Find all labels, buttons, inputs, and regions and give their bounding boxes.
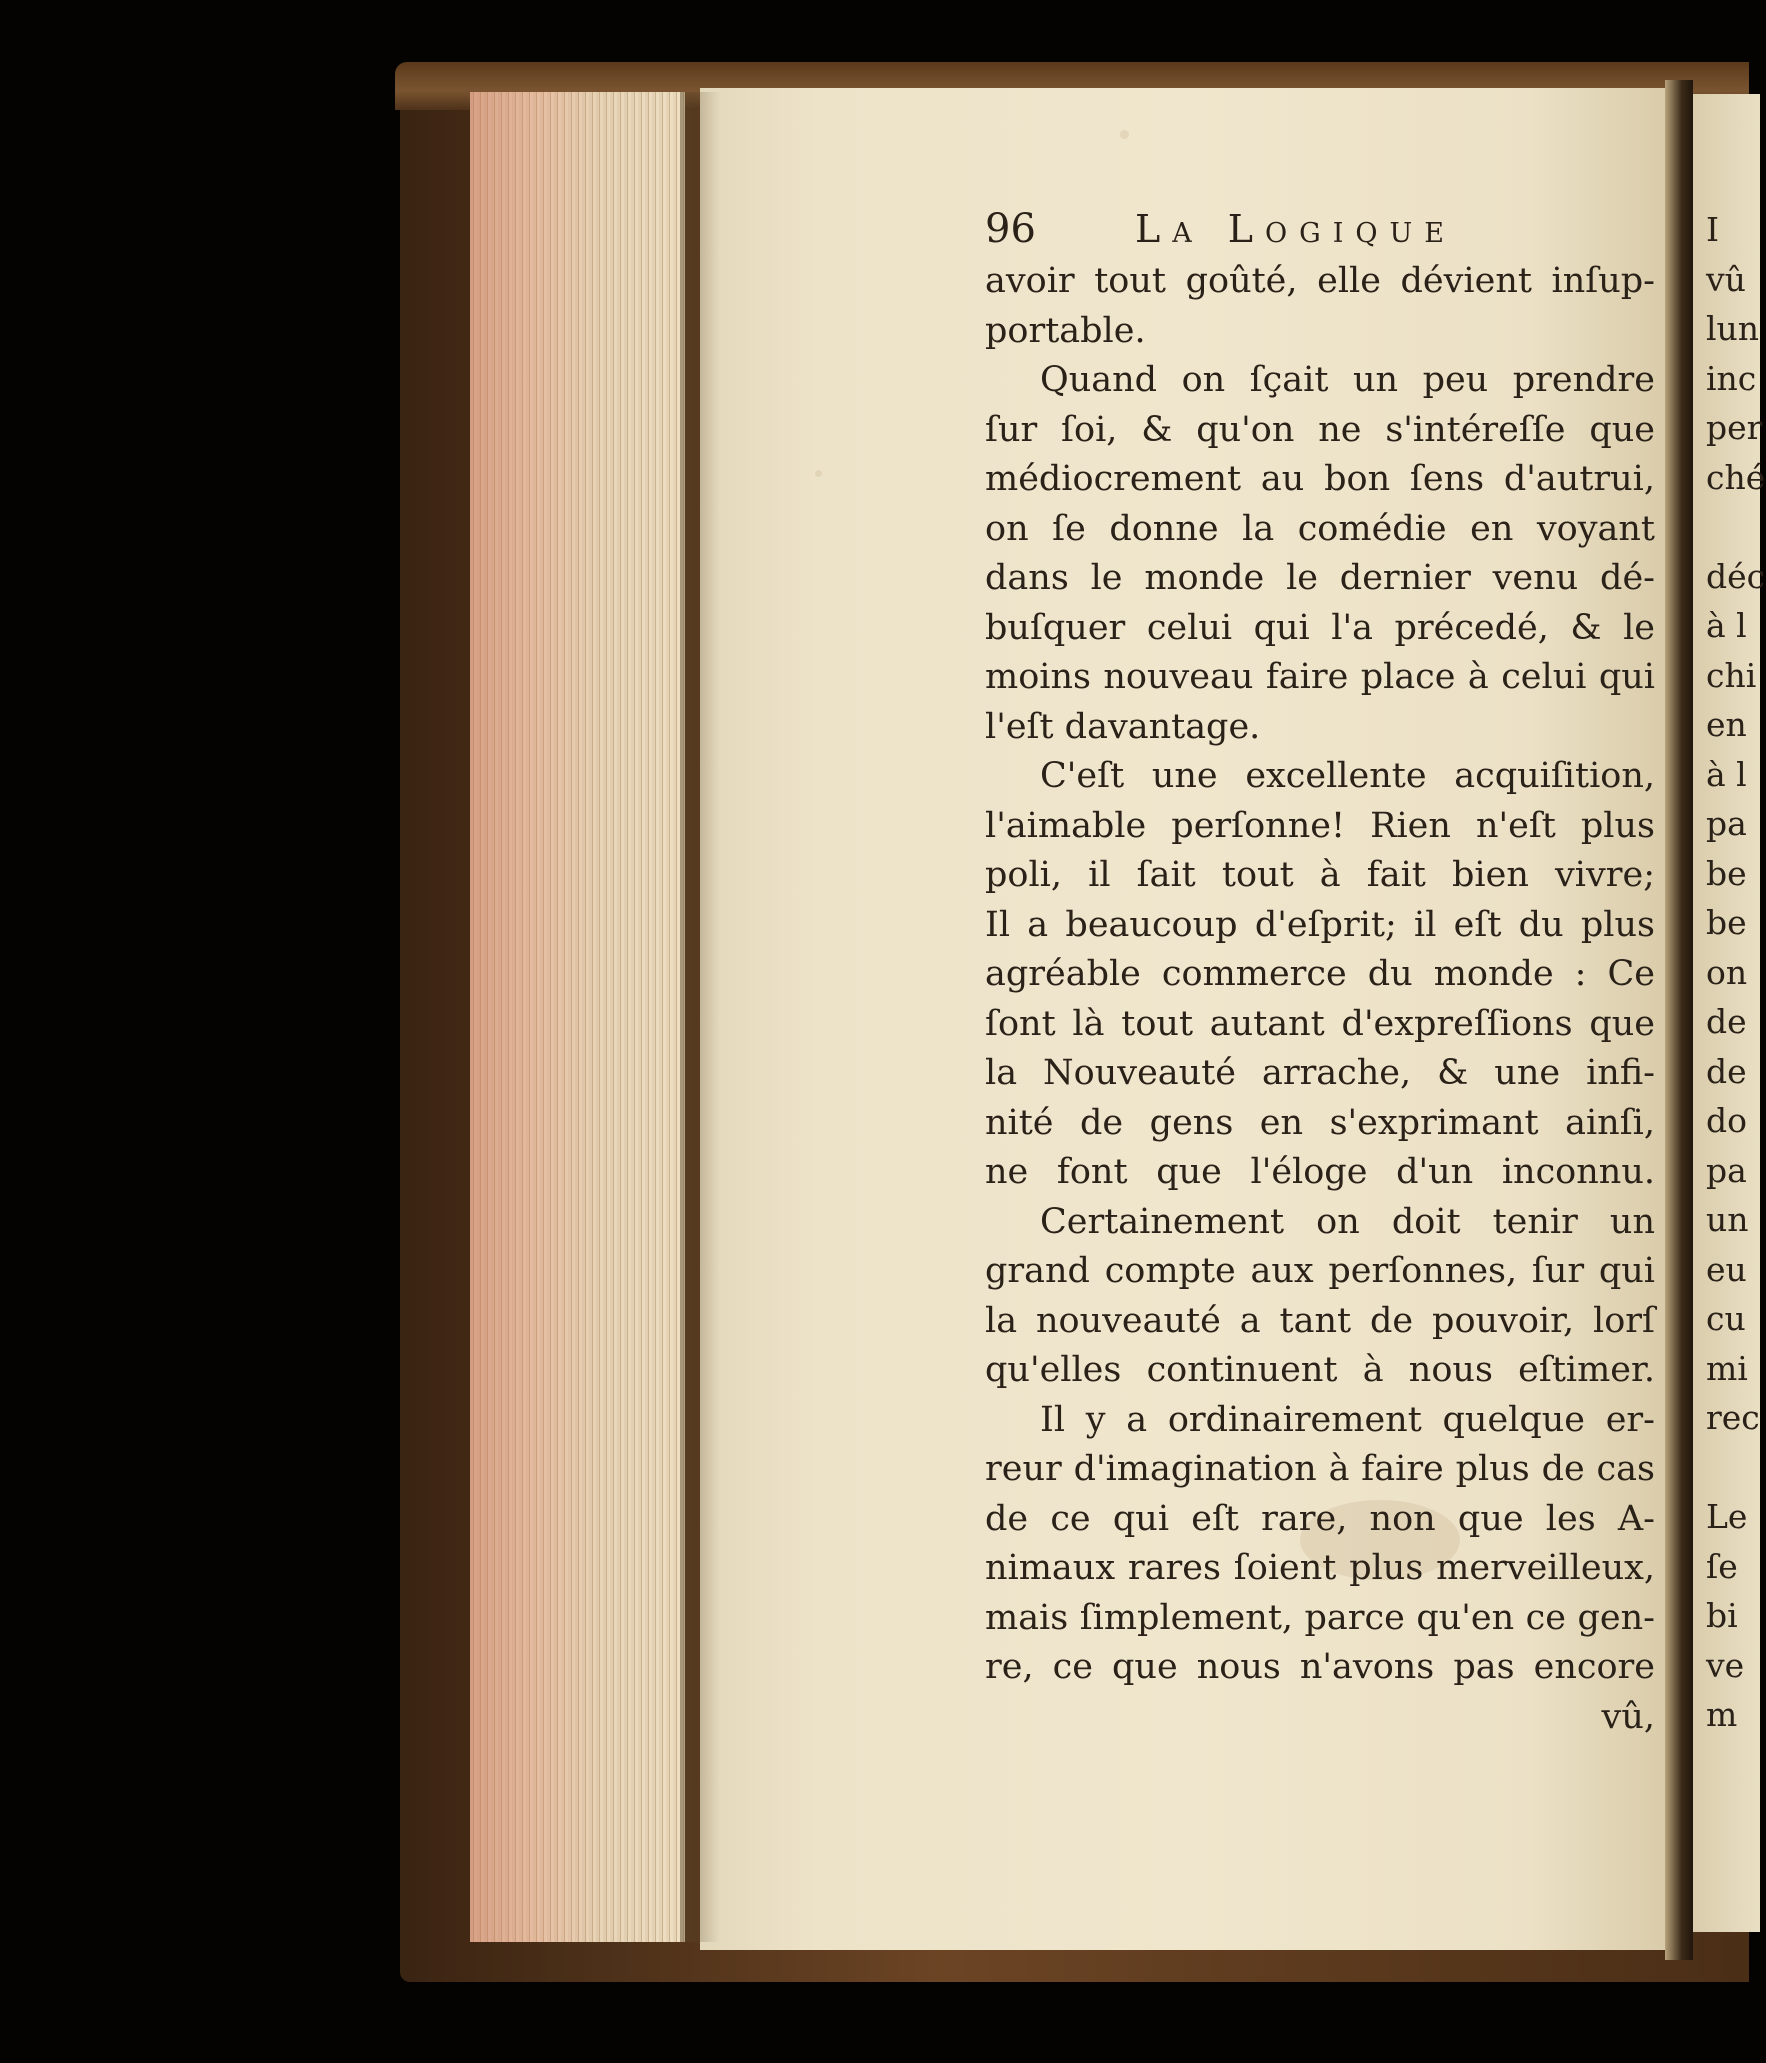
text-line: médiocrement au bon ſens d'autrui, (985, 459, 1655, 499)
facing-page-fragment: inc (1706, 358, 1757, 398)
text-line: agréable commerce du monde : Ce (985, 954, 1655, 994)
text-line: re, ce que nous n'avons pas encore (985, 1647, 1655, 1687)
text-line: l'eſt davantage. (985, 706, 1261, 747)
page-header (985, 205, 1655, 257)
facing-page-fragment: bi (1706, 1596, 1738, 1635)
facing-page-fragment: déc (1706, 556, 1766, 596)
text-line: grand compte aux perſonnes, ſur qui (985, 1251, 1655, 1291)
red-sprinkled-edges (470, 92, 685, 1942)
facing-page-fragment: pa (1706, 1150, 1747, 1190)
facing-page-fragment: lun (1706, 309, 1760, 348)
facing-page-fragment: à l (1706, 754, 1747, 794)
text-line: nimaux rares ſoient plus merveilleux, (985, 1548, 1655, 1588)
page-shadow (680, 92, 720, 1942)
facing-page-fragment: chi (1706, 655, 1757, 695)
running-head: La Logique (1135, 207, 1457, 251)
facing-page-fragment: de (1706, 1002, 1747, 1041)
text-line: portable. (985, 310, 1146, 351)
facing-page-text (1706, 205, 1766, 1740)
facing-page-fragment: be (1706, 853, 1747, 893)
text-line: mais ſimplement, parce qu'en ce gen- (985, 1597, 1655, 1638)
text-line: reur d'imagination à faire plus de cas (985, 1449, 1655, 1489)
facing-page-fragment: rec (1706, 1398, 1760, 1437)
facing-page-fragment (1706, 1443, 1766, 1493)
facing-page-fragment: vû (1706, 259, 1746, 299)
text-line: ſont là tout autant d'expreſſions que (985, 1003, 1655, 1044)
facing-page-fragment: I (1706, 210, 1720, 249)
facing-page-fragment: ve (1706, 1645, 1745, 1685)
book-gutter (1665, 80, 1693, 1960)
text-line: moins nouveau faire place à celui qui (985, 657, 1655, 697)
text-line: ſur ſoi, & qu'on ne s'intéreſſe que (985, 409, 1655, 450)
facing-page-fragment: on (1706, 952, 1748, 992)
facing-page-fragment: eu (1706, 1249, 1747, 1289)
page-number: 96 (985, 206, 1036, 252)
facing-page-fragment: do (1706, 1101, 1747, 1140)
text-line: on ſe donne la comédie en voyant (985, 508, 1655, 549)
text-line: C'eſt une excellente acquiſition, (1040, 756, 1655, 796)
text-line: nité de gens en s'exprimant ainſi, (985, 1102, 1655, 1143)
page-text (985, 205, 1655, 1742)
facing-page-fragment (1706, 502, 1766, 552)
facing-page-fragment: de (1706, 1051, 1747, 1091)
text-lines (985, 257, 1655, 1742)
facing-page-fragment: per (1706, 408, 1763, 447)
facing-page-fragment: Le (1706, 1497, 1748, 1536)
facing-page-fragment: ſe (1706, 1546, 1738, 1586)
facing-page-fragment: ché (1706, 457, 1766, 497)
foxing-spot (815, 470, 822, 477)
facing-page-fragment: pa (1706, 804, 1747, 843)
facing-page-fragment: be (1706, 903, 1747, 942)
facing-page-fragment: en (1706, 705, 1747, 744)
text-line: buſquer celui qui l'a précedé, & le (985, 607, 1655, 648)
text-line: la nouveauté a tant de pouvoir, lorſ (985, 1300, 1655, 1341)
text-line: avoir tout goûté, elle dévient inſup- (985, 261, 1655, 301)
text-line: dans le monde le dernier venu dé- (985, 558, 1655, 598)
text-line: de ce qui eſt rare, non que les A- (985, 1498, 1655, 1539)
foxing-spot (1120, 130, 1129, 139)
text-line: Il a beaucoup d'eſprit; il eſt du plus (985, 904, 1655, 945)
text-line: l'aimable perſonne! Rien n'eſt plus (985, 805, 1655, 846)
facing-page-fragment: m (1706, 1695, 1738, 1734)
text-line: ne font que l'éloge d'un inconnu. (985, 1152, 1655, 1192)
text-line: Quand on ſçait un peu prendre (1040, 360, 1655, 400)
facing-page-fragment: cu (1706, 1299, 1746, 1338)
text-line: poli, il ſait tout à fait bien vivre; (985, 855, 1655, 895)
facing-page-fragment: mi (1706, 1348, 1748, 1388)
text-line: qu'elles continuent à nous eſtimer. (985, 1350, 1655, 1390)
catchword: vû, (1601, 1696, 1655, 1737)
facing-page-fragment: un (1706, 1200, 1749, 1239)
text-line: Il y a ordinairement quelque er- (1040, 1399, 1655, 1440)
facing-page-fragment: à l (1706, 606, 1747, 645)
text-line: la Nouveauté arrache, & une infi- (985, 1053, 1655, 1093)
text-line: Certainement on doit tenir un (1040, 1201, 1655, 1242)
